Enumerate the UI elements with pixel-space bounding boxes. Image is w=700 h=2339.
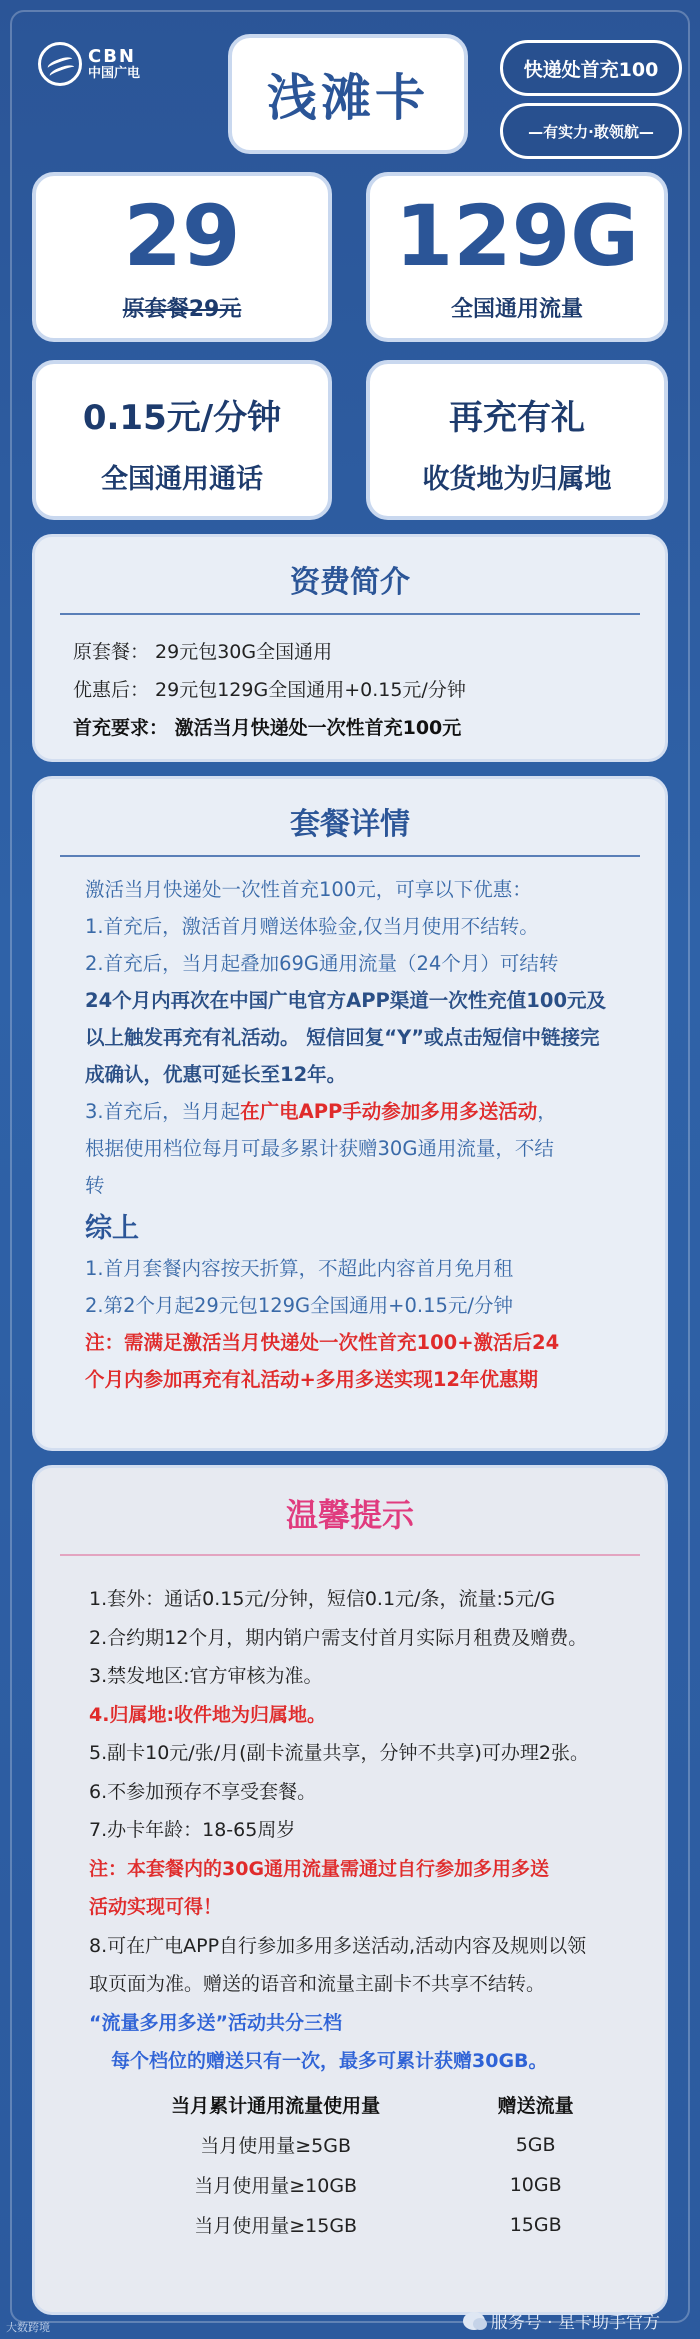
brand-en: CBN [88,45,136,67]
details-text: ， [537,1100,557,1123]
watermark-text: 服务号 · 星卡助手官方 [490,2313,660,2333]
summary-line: 1.首月套餐内容按天折算，不超此内容首月免月租 [85,1257,514,1280]
tip-note: 活动实现可得！ [89,1896,223,1918]
tariff-title: 资费简介 [290,565,410,600]
summary-note: 注：需满足激活当月快递处一次性首充100+激活后24 [85,1331,560,1354]
corner-watermark: 大数跨境 [6,2321,50,2334]
tip-line: 6.不参加预存不享受套餐。 [89,1780,317,1803]
data-note: 全国通用流量 [450,297,583,322]
usage-cell: 当月使用量≥5GB [200,2135,352,2157]
tip-line: 2.合约期12个月，期内销户需支付首月实际月租费及赠费。 [89,1626,588,1649]
tariff-line: 优惠后： 29元包129G全国通用+0.15元/分钟 [73,679,466,701]
table-row [85,2165,605,2205]
tip-line: 4.归属地:收件地为归属地。 [89,1703,327,1726]
gift-box [366,360,668,520]
data-box [366,172,668,342]
divider [60,1554,640,1556]
watermark [463,2308,660,2333]
tips-title: 温馨提示 [285,1496,414,1534]
details-line: 成确认，优惠可延长至12年。 [85,1063,347,1086]
call-note: 全国通用通话 [101,464,263,495]
tip-line: 3.禁发地区:官方审核为准。 [89,1665,323,1687]
table-header-row [85,2085,605,2125]
details-line: 1.首充后，激活首月赠送体验金,仅当月使用不结转。 [85,915,539,938]
details-line [85,1093,627,1130]
tips-card [32,1465,668,2315]
gift-cell: 10GB [509,2173,562,2196]
original-price: 原套餐29元 [122,297,242,322]
tariff-line: 首充要求： 激活当月快递处一次性首充100元 [73,717,462,739]
details-line: 根据使用档位每月可最多累计获赠30G通用流量，不结 [85,1137,554,1160]
gift-cell: 15GB [509,2213,562,2236]
table-row [85,2125,605,2165]
usage-cell: 当月使用量≥10GB [194,2175,358,2197]
call-rate-box [32,360,332,520]
column-header: 赠送流量 [497,2095,574,2117]
activity-title: “流量多用多送”活动共分三档 [89,2011,342,2034]
usage-cell: 当月使用量≥15GB [194,2215,358,2237]
activity-note: 每个档位的赠送只有一次，最多可累计获赠30GB。 [111,2050,548,2072]
wechat-icon [463,2312,485,2330]
details-text: 3.首充后，当月起 [85,1100,241,1123]
page-title: 浅滩卡 [228,34,468,154]
call-rate: 0.15元/分钟 [82,398,282,438]
brand-cn: 中国广电 [88,65,141,81]
tiers-table [85,2085,605,2245]
gift-cell: 5GB [515,2133,556,2156]
summary-heading: 综上 [85,1213,139,1244]
details-line: 转 [85,1174,105,1197]
details-line: 激活当月快递处一次性首充100元，可享以下优惠： [85,878,532,901]
tip-line: 5.副卡10元/张/月(副卡流量共享，分钟不共享)可办理2张。 [89,1742,590,1764]
brand-logo [38,42,140,86]
tip-line: 7.办卡年龄：18-65周岁 [89,1819,296,1841]
price-box [32,172,332,342]
gift-note: 收货地为归属地 [422,464,612,495]
tariff-line: 原套餐： 29元包30G全国通用 [73,641,333,663]
divider [60,613,640,615]
divider [60,855,640,857]
first-recharge-pill: 快递处首充100 [500,40,682,96]
summary-line: 2.第2个月起29元包129G全国通用+0.15元/分钟 [85,1294,513,1317]
details-title: 套餐详情 [290,807,410,842]
details-highlight: 在广电APP手动参加多用多送活动 [240,1100,538,1123]
details-card [32,776,668,1451]
data-value: 129G [394,187,640,285]
tip-line: 8.可在广电APP自行参加多用多送活动,活动内容及规则以领 [89,1934,587,1957]
cbn-logo-icon [38,42,82,86]
table-row [85,2205,605,2245]
gift-title: 再充有礼 [449,398,585,438]
details-line: 以上触发再充有礼活动。 短信回复“Y”或点击短信中链接完 [85,1026,600,1049]
column-header: 当月累计通用流量使用量 [171,2095,381,2117]
summary-note: 个月内参加再充有礼活动+多用多送实现12年优惠期 [85,1368,538,1391]
details-line: 24个月内再次在中国广电官方APP渠道一次性充值100元及 [85,989,607,1012]
price-value: 29 [123,187,241,285]
tip-line: 取页面为准。赠送的语音和流量主副卡不共享不结转。 [89,1973,546,1995]
tariff-card [32,534,668,762]
slogan-pill: —有实力·敢领航— [500,103,682,159]
details-line: 2.首充后，当月起叠加69G通用流量（24个月）可结转 [85,952,559,975]
tip-note: 注：本套餐内的30G通用流量需通过自行参加多用多送 [89,1857,550,1880]
tip-line: 1.套外：通话0.15元/分钟，短信0.1元/条，流量:5元/G [89,1588,556,1610]
